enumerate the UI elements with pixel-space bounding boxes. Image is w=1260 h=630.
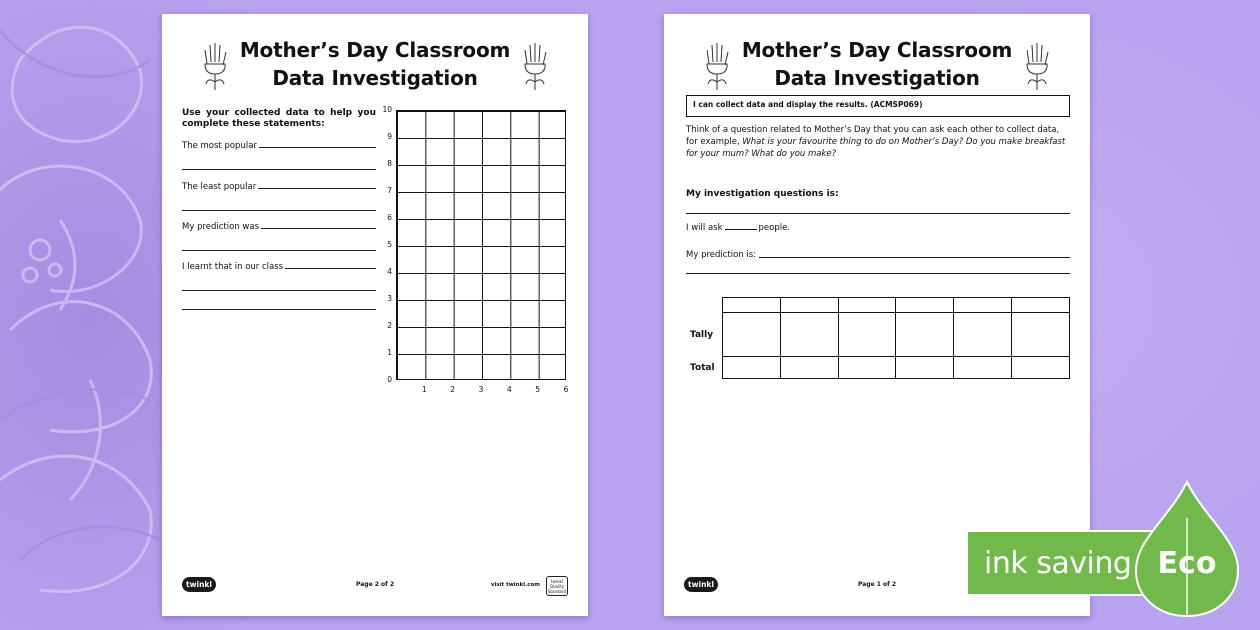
instructions: Use your collected data to help you complete these statements: [182, 108, 376, 129]
graph-grid [396, 110, 566, 380]
instruction-paragraph: Think of a question related to Mother’s Day that you can ask each other to collect data, for example, What is your favourite thing to do on Mother’s Day? Do you make breakfast for your mum? What do you make? [686, 125, 1066, 159]
statement-least-popular: The least popular [182, 179, 376, 211]
y-tick-label: 6 [387, 213, 392, 222]
row-label-tally: Tally [690, 330, 714, 340]
people-count-blank[interactable] [725, 229, 757, 230]
y-tick-label: 7 [387, 186, 392, 195]
twinkl-logo: twinkl [182, 577, 216, 592]
ask-statement: I will ask people. [686, 223, 791, 233]
y-tick-label: 4 [387, 267, 392, 276]
tally-table [722, 297, 1070, 379]
answer-line[interactable] [182, 232, 376, 251]
worksheet-page-1 [664, 14, 1090, 616]
learning-objective: I can collect data and display the results. (ACMSP069) [686, 95, 1070, 117]
y-tick-label: 3 [387, 294, 392, 303]
statement-most-popular: The most popular [182, 138, 376, 170]
x-tick-label: 4 [506, 385, 512, 394]
eco-leaf-drop-icon [1130, 478, 1244, 618]
prediction-line[interactable] [759, 257, 1070, 258]
y-tick-label: 1 [387, 348, 392, 357]
twinkl-logo: twinkl [684, 577, 718, 592]
y-tick-label: 5 [387, 240, 392, 249]
x-tick-label: 1 [421, 385, 427, 394]
answer-line[interactable] [182, 151, 376, 170]
y-tick-label: 0 [387, 375, 392, 384]
worksheet-page-2 [162, 14, 588, 616]
question-label: My investigation questions is: [686, 189, 839, 199]
page-number: Page 2 of 2 [356, 581, 394, 588]
prediction-row: My prediction is: [686, 250, 1070, 260]
x-tick-label: 3 [478, 385, 484, 394]
page-number: Page 1 of 2 [858, 581, 896, 588]
page-title: Mother’s Day Classroom Data Investigation [741, 38, 1013, 90]
question-answer-line[interactable] [686, 213, 1070, 214]
y-tick-label: 10 [382, 105, 392, 114]
y-tick-label: 2 [387, 321, 392, 330]
page-title: Mother’s Day Classroom Data Investigation [239, 38, 511, 90]
row-label-total: Total [690, 363, 715, 373]
visit-link[interactable]: visit twinkl.com [490, 582, 540, 588]
statement-prediction: My prediction was [182, 219, 376, 251]
quality-stamp: twinkl Quality Standard [546, 576, 568, 596]
y-tick-label: 9 [387, 132, 392, 141]
x-tick-label: 2 [450, 385, 456, 394]
y-tick-label: 8 [387, 159, 392, 168]
eco-label: Eco [1157, 546, 1217, 581]
x-tick-label: 6 [563, 385, 569, 394]
x-tick-label: 5 [535, 385, 541, 394]
statement-learnt: I learnt that in our class [182, 259, 376, 310]
answer-line[interactable] [182, 272, 376, 291]
answer-line[interactable] [182, 192, 376, 211]
prediction-line-2[interactable] [686, 273, 1070, 274]
ink-saving-badge: ink saving [966, 530, 1210, 596]
answer-line[interactable] [182, 291, 376, 310]
